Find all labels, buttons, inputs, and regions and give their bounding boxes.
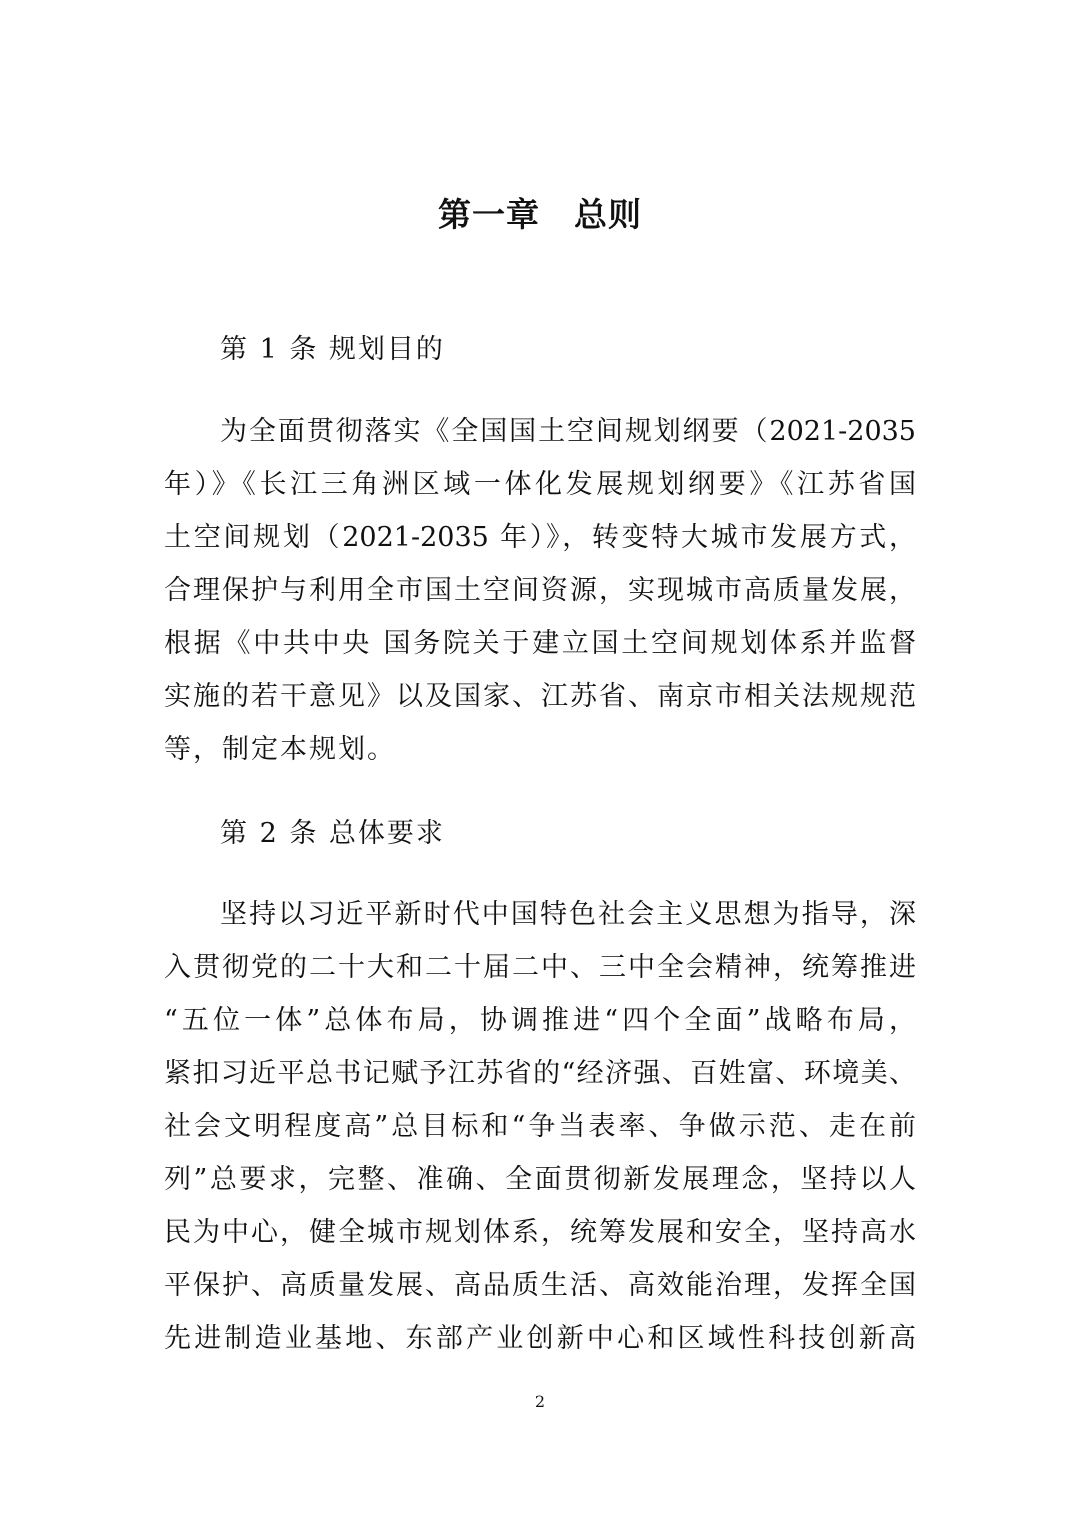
chapter-title: 第一章 总则 (438, 195, 642, 234)
article-1-line-7: 等，制定本规划。 (164, 734, 396, 765)
article-1-line-4: 合理保护与利用全市国土空间资源，实现城市高质量发展， (164, 575, 916, 606)
article-1-line-1: 为全面贯彻落实《全国国土空间规划纲要（2021-2035 (220, 416, 916, 447)
article-2-line-9: 先进制造业基地、东部产业创新中心和区域性科技创新高 (164, 1323, 916, 1354)
article-2-line-5: 社会文明程度高”总目标和“争当表率、争做示范、走在前 (164, 1111, 916, 1142)
article-1-heading: 第 1 条 规划目的 (220, 334, 445, 365)
article-2-line-2: 入贯彻党的二十大和二十届二中、三中全会精神，统筹推进 (164, 952, 916, 983)
article-1-line-3: 土空间规划（2021-2035 年）》，转变特大城市发展方式， (164, 522, 916, 553)
article-2-line-7: 民为中心，健全城市规划体系，统筹发展和安全，坚持高水 (164, 1217, 916, 1248)
article-2-line-4: 紧扣习近平总书记赋予江苏省的“经济强、百姓富、环境美、 (164, 1058, 916, 1089)
article-2-line-3: “五位一体”总体布局，协调推进“四个全面”战略布局， (164, 1005, 916, 1036)
article-1-line-6: 实施的若干意见》以及国家、江苏省、南京市相关法规规范 (164, 681, 916, 712)
article-1-line-2: 年）》《长江三角洲区域一体化发展规划纲要》《江苏省国 (164, 469, 916, 500)
article-2-line-8: 平保护、高质量发展、高品质生活、高效能治理，发挥全国 (164, 1270, 916, 1301)
article-2-line-6: 列”总要求，完整、准确、全面贯彻新发展理念，坚持以人 (164, 1164, 916, 1195)
article-2-heading: 第 2 条 总体要求 (220, 818, 445, 849)
article-1-line-5: 根据《中共中央 国务院关于建立国土空间规划体系并监督 (164, 628, 916, 659)
page-number: 2 (534, 1392, 546, 1411)
article-2-line-1: 坚持以习近平新时代中国特色社会主义思想为指导，深 (220, 899, 916, 930)
